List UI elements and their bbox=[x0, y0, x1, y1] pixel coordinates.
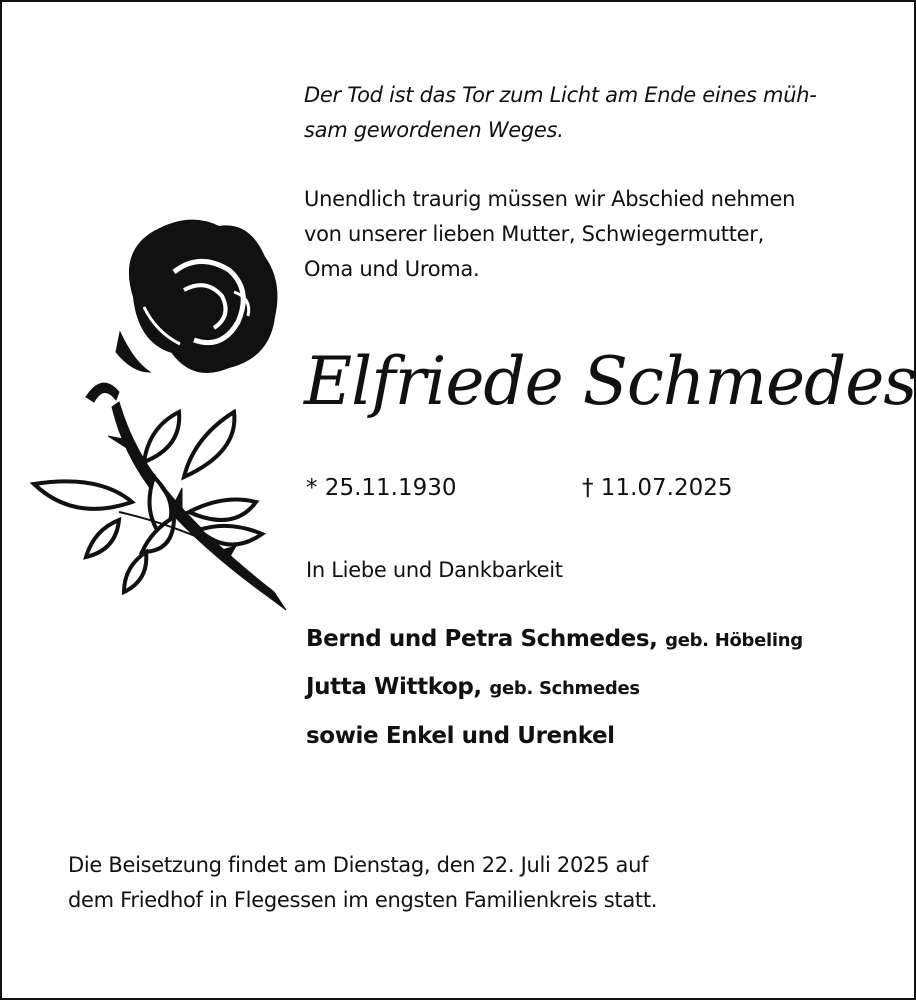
family-member-name: Bernd und Petra Schmedes, bbox=[306, 626, 658, 652]
family-member-note: geb. Höbeling bbox=[665, 630, 803, 651]
quote-line-2: sam gewordenen Weges. bbox=[304, 118, 564, 142]
birth-date: * 25.11.1930 bbox=[306, 475, 457, 501]
intro-line-3: Oma und Uroma. bbox=[304, 257, 480, 281]
quote-line-1: Der Tod ist das Tor zum Licht am Ende eines müh- bbox=[304, 83, 817, 107]
family-member bbox=[306, 719, 615, 753]
family-member-name: Jutta Wittkop, bbox=[306, 674, 482, 700]
funeral-line-2: dem Friedhof in Flegessen im engsten Familienkreis statt. bbox=[68, 888, 658, 912]
intro-text bbox=[304, 182, 795, 287]
family-member bbox=[306, 622, 803, 658]
family-member-name: sowie Enkel und Urenkel bbox=[306, 723, 615, 749]
death-date: † 11.07.2025 bbox=[582, 475, 733, 501]
quote-text bbox=[304, 78, 817, 148]
funeral-notice bbox=[68, 848, 657, 918]
deceased-name: Elfriede Schmedes bbox=[304, 343, 916, 420]
family-member-note: geb. Schmedes bbox=[489, 678, 640, 699]
intro-line-1: Unendlich traurig müssen wir Abschied nehmen bbox=[304, 187, 796, 211]
rose-icon bbox=[24, 212, 299, 632]
family-member bbox=[306, 670, 640, 706]
closing-text: In Liebe und Dankbarkeit bbox=[306, 558, 563, 582]
intro-line-2: von unserer lieben Mutter, Schwiegermutter, bbox=[304, 222, 764, 246]
funeral-line-1: Die Beisetzung findet am Dienstag, den 22. Juli 2025 auf bbox=[68, 853, 649, 877]
